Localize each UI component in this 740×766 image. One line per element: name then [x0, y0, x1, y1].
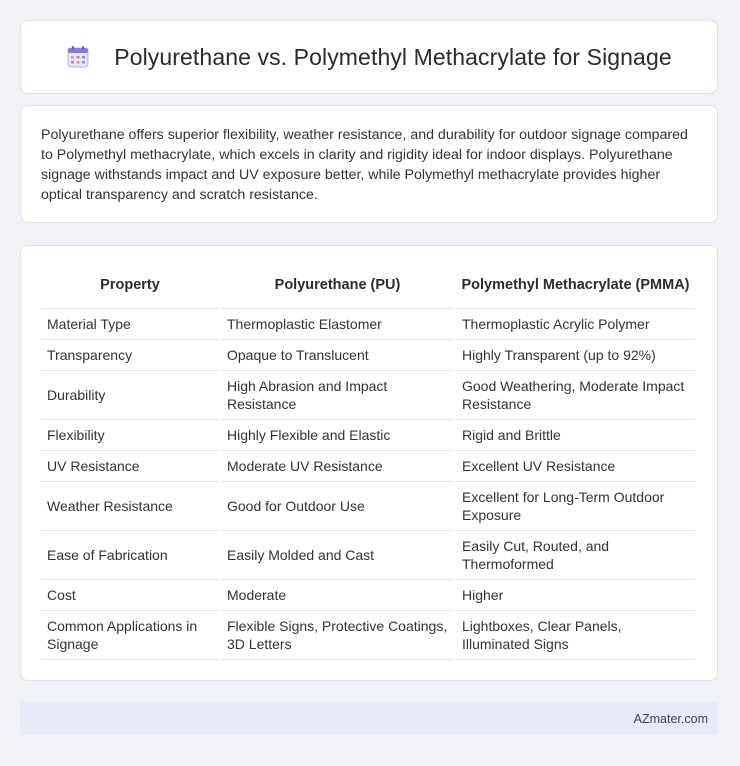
table-cell: Thermoplastic Elastomer [221, 309, 454, 340]
table-row [41, 482, 695, 531]
table-cell: Easily Cut, Routed, and Thermoformed [456, 531, 695, 580]
header-polyurethane: Polyurethane (PU) [221, 262, 454, 309]
table-cell: Excellent for Long-Term Outdoor Exposure [456, 482, 695, 531]
table-cell: Moderate UV Resistance [221, 451, 454, 482]
summary-card [20, 105, 718, 223]
summary-text: Polyurethane offers superior flexibility, weather resistance, and durability for outdoor signage compared to Polymethyl methacrylate, which excels in clarity and rigidity ideal for indoor displays. Polyurethane signage withstands impact and UV exposure better, while Polymethyl methacrylate provides higher optical transparency and scratch resistance. [41, 127, 688, 203]
table-cell: Material Type [41, 309, 219, 340]
footer-site-label: AZmater.com [633, 711, 708, 726]
header-property: Property [41, 262, 219, 309]
header-pmma: Polymethyl Methacrylate (PMMA) [456, 262, 695, 309]
table-row [41, 531, 695, 580]
title-card [20, 20, 718, 94]
table-cell: Easily Molded and Cast [221, 531, 454, 580]
table-cell: Flexibility [41, 420, 219, 451]
calendar-icon [66, 45, 90, 69]
table-cell: Excellent UV Resistance [456, 451, 695, 482]
table-cell: Durability [41, 371, 219, 420]
table-cell: Flexible Signs, Protective Coatings, 3D Letters [221, 611, 454, 660]
table-row [41, 420, 695, 451]
table-row [41, 451, 695, 482]
table-header-row [41, 262, 695, 309]
table-cell: UV Resistance [41, 451, 219, 482]
table-cell: Lightboxes, Clear Panels, Illuminated Signs [456, 611, 695, 660]
table-cell: Moderate [221, 580, 454, 611]
table-row [41, 309, 695, 340]
page-title: Polyurethane vs. Polymethyl Methacrylate for Signage [114, 43, 672, 70]
table-cell: Weather Resistance [41, 482, 219, 531]
table-cell: Cost [41, 580, 219, 611]
table-row [41, 580, 695, 611]
table-row [41, 340, 695, 371]
table-cell: Thermoplastic Acrylic Polymer [456, 309, 695, 340]
comparison-table-card [20, 245, 718, 681]
table-cell: Rigid and Brittle [456, 420, 695, 451]
table-cell: Highly Flexible and Elastic [221, 420, 454, 451]
table-cell: Higher [456, 580, 695, 611]
footer [20, 702, 718, 735]
table-cell: Highly Transparent (up to 92%) [456, 340, 695, 371]
table-row [41, 371, 695, 420]
table-cell: Common Applications in Signage [41, 611, 219, 660]
table-cell: Good Weathering, Moderate Impact Resistance [456, 371, 695, 420]
table-cell: Transparency [41, 340, 219, 371]
table-cell: Opaque to Translucent [221, 340, 454, 371]
table-row [41, 611, 695, 660]
comparison-table [39, 262, 697, 660]
table-cell: Ease of Fabrication [41, 531, 219, 580]
table-cell: Good for Outdoor Use [221, 482, 454, 531]
table-cell: High Abrasion and Impact Resistance [221, 371, 454, 420]
